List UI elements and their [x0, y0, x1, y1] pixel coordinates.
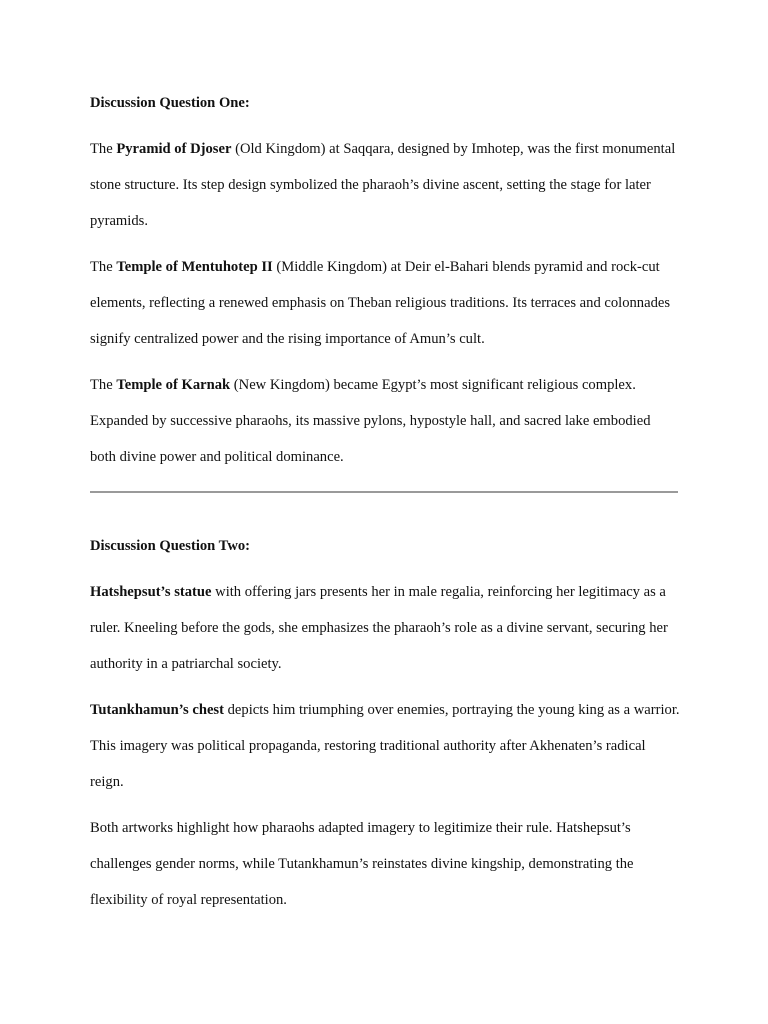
paragraph-tutankhamun	[90, 692, 680, 800]
paragraph-text: (New Kingdom) became Egypt’s most significant religious complex. Expanded by successive pharaohs, its massive pylons, hypostyle hall, and sacred lake embodied both divine power and political dominance.	[90, 377, 651, 465]
section-heading-two: Discussion Question Two:	[90, 538, 251, 554]
horizontal-divider	[90, 491, 678, 493]
discussion-question-one-section	[90, 93, 680, 485]
paragraph-text: depicts him triumphing over enemies, portraying the young king as a warrior. This imagery was political propaganda, restoring traditional authority after Akhenaten’s radical reign.	[90, 702, 680, 790]
paragraph-text: Both artworks highlight how pharaohs adapted imagery to legitimize their rule. Hatshepsut’s challenges gender norms, while Tutankhamun’s reinstates divine kingship, demonstrating the flexibility of royal representation.	[90, 820, 634, 908]
paragraph-karnak	[90, 367, 680, 475]
paragraph-prefix: The	[90, 141, 117, 157]
discussion-question-two-section	[90, 536, 680, 928]
paragraph-prefix: The	[90, 259, 117, 275]
paragraph-text: (Old Kingdom) at Saqqara, designed by Imhotep, was the first monumental stone structure. Its step design symbolized the pharaoh’s divine ascent, setting the stage for later pyramids.	[90, 141, 676, 229]
paragraph-text: with offering jars presents her in male regalia, reinforcing her legitimacy as a ruler. Kneeling before the gods, she emphasizes the pharaoh’s role as a divine servant, securing her authority in a patriarchal society.	[90, 584, 668, 672]
paragraph-emphasis: Temple of Karnak	[116, 377, 231, 393]
paragraph-mentuhotep	[90, 249, 680, 357]
paragraph-conclusion	[90, 810, 680, 918]
paragraph-emphasis: Temple of Mentuhotep II	[116, 259, 273, 275]
paragraph-emphasis: Pyramid of Djoser	[116, 141, 232, 157]
paragraph-text: (Middle Kingdom) at Deir el-Bahari blends pyramid and rock-cut elements, reflecting a renewed emphasis on Theban religious traditions. Its terraces and colonnades signify centralized power and the rising importance of Amun’s cult.	[90, 259, 671, 347]
paragraph-hatshepsut	[90, 574, 680, 682]
paragraph-emphasis: Tutankhamun’s chest	[90, 702, 224, 718]
paragraph-emphasis: Hatshepsut’s statue	[90, 584, 212, 600]
paragraph-djoser	[90, 131, 680, 239]
paragraph-prefix: The	[90, 377, 117, 393]
section-heading-one: Discussion Question One:	[90, 95, 250, 111]
